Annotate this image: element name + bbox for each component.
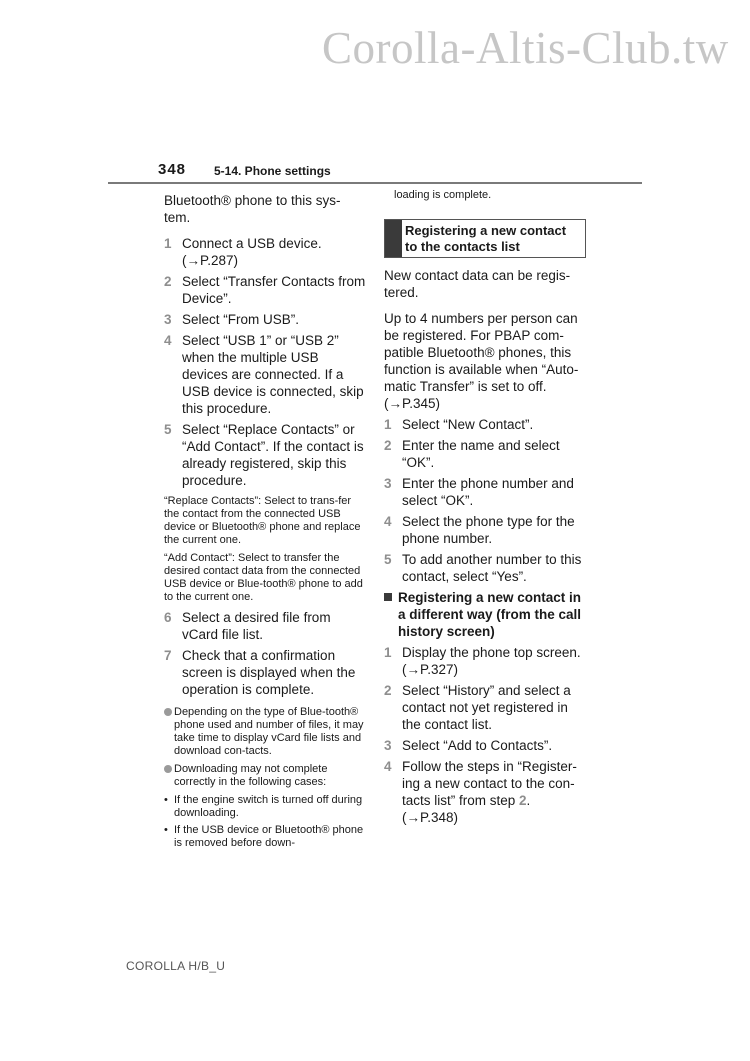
step-item [384,437,586,471]
para-new-contact: New contact data can be regis-tered. [384,268,571,300]
step-item [164,273,366,307]
sub-bullet-item [164,824,366,850]
step-number: 3 [384,738,392,753]
bullet-text: Depending on the type of Blue-tooth® phone used and number of files, it may take time to display vCard file lists and download con-tacts. [174,706,364,757]
left-steps-a [164,235,366,489]
step-item [384,475,586,509]
box-heading-bar [385,220,402,257]
circle-bullet-icon [164,708,172,716]
sub-bullet-text: If the USB device or Bluetooth® phone is removed before down- [174,824,364,849]
right-steps-a [384,416,586,585]
step-item [384,737,586,754]
step-text: Select “Transfer Contacts from Device”. [182,274,366,306]
step-number: 2 [384,438,392,453]
step-text: Check that a confirmation screen is displayed when the operation is complete. [182,648,356,697]
step-item [384,551,586,585]
step-text: Enter the name and select “OK”. [402,438,560,470]
step-text: Select a desired file from vCard file list. [182,610,331,642]
step-item [384,644,586,678]
step-number: 1 [384,645,392,660]
step-number: 3 [384,476,392,491]
sub-heading [384,589,586,640]
step-text: Display the phone top screen. (→P.327) [402,645,581,677]
continuation-text: loading is complete. [394,189,492,201]
step-item [384,513,586,547]
dot-bullet-icon: • [164,794,168,806]
step-number: 4 [164,333,172,348]
step-text: Select “History” and select a contact not yet registered in the contact list. [402,683,571,732]
step-item [164,421,366,489]
step-item [384,758,586,826]
box-heading-line2: to the contacts list [405,239,520,254]
para-numbers: Up to 4 numbers per person can be registered. For PBAP com-patible Bluetooth® phones, this function is available when “Auto-matic Transfer” is set to off. (→P.345) [384,311,579,411]
note-text: “Add Contact”: Select to transfer the desired contact data from the connected USB device or Blue-tooth® phone to add to the current one. [164,552,363,603]
watermark: Corolla-Altis-Club.tw [322,23,729,73]
step-text: Follow the steps in “Register-ing a new contact to the con-tacts list” from step [402,759,577,808]
header-rule [108,182,642,184]
square-bullet-icon [384,593,392,601]
note-text: “Replace Contacts”: Select to trans-fer the contact from the connected USB device or Bluetooth® phone and replace the current one. [164,495,361,546]
right-steps-b [384,644,586,754]
step-number: 6 [164,610,172,625]
step-number: 1 [164,236,172,251]
step-item [164,647,366,698]
step-text: Select “USB 1” or “USB 2” when the multiple USB devices are connected. If a USB device is connected, skip this procedure. [182,333,364,416]
step-text: Select “From USB”. [182,312,300,327]
step-text: Select the phone type for the phone number. [402,514,575,546]
step-number: 1 [384,417,392,432]
step-item [164,235,366,269]
left-steps-b [164,609,366,698]
intro-text: Bluetooth® phone to this sys-tem. [164,193,341,225]
bullet-item [164,706,366,758]
page-number: 348 [158,161,187,178]
step-number: 7 [164,648,172,663]
step-item [384,682,586,733]
step-ref-number: 2 [519,793,527,808]
step-text: Select “New Contact”. [402,417,534,432]
sub-bullet-text: If the engine switch is turned off during downloading. [174,794,363,819]
step-number: 3 [164,312,172,327]
step-number: 4 [384,759,392,774]
section-title: 5-14. Phone settings [214,164,331,178]
left-sub-bullets [164,794,366,850]
bullet-text: Downloading may not complete correctly in the following cases: [174,763,328,788]
left-bullets [164,706,366,789]
circle-bullet-icon [164,765,172,773]
left-notes [164,495,366,604]
box-heading [384,219,586,258]
step-number: 2 [384,683,392,698]
step-item [164,609,366,643]
step-number: 5 [164,422,172,437]
box-heading-line1: Registering a new contact [405,223,567,238]
left-column [164,192,366,854]
right-column [384,189,586,830]
step-text: Select “Replace Contacts” or “Add Contact”. If the contact is already registered, skip this procedure. [182,422,364,488]
footer-model: COROLLA H/B_U [126,959,226,973]
step-text: Enter the phone number and select “OK”. [402,476,574,508]
dot-bullet-icon: • [164,824,168,836]
step-text: To add another number to this contact, select “Yes”. [402,552,582,584]
step-item [164,311,366,328]
step-number: 2 [164,274,172,289]
step-number: 5 [384,552,392,567]
step-item [384,416,586,433]
step-text-after: . (→P.348) [402,793,531,825]
box-heading-text [405,223,566,255]
step-text: Select “Add to Contacts”. [402,738,553,753]
bullet-item [164,763,366,789]
sub-heading-text: Registering a new contact in a different way (from the call history screen) [398,590,582,639]
step-number: 4 [384,514,392,529]
step-item [164,332,366,417]
sub-bullet-item [164,794,366,820]
step-text: Connect a USB device. (→P.287) [182,236,322,268]
